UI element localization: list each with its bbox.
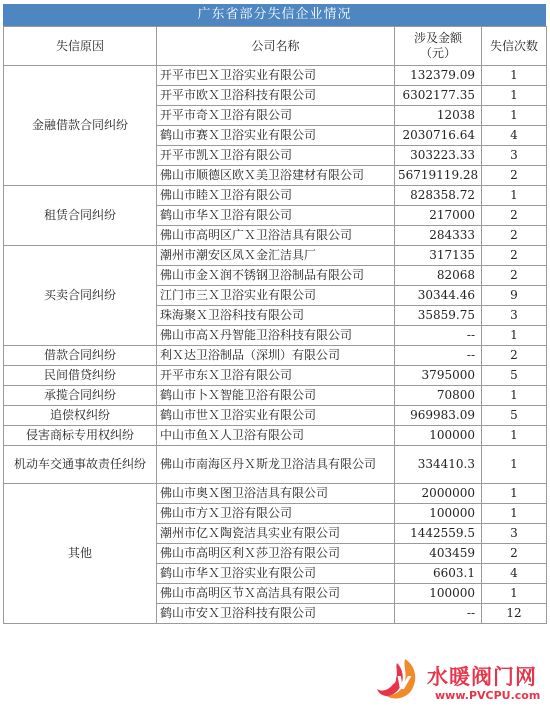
company-cell: 江门市三Ｘ卫浴实业有限公司 xyxy=(157,286,395,306)
table-body xyxy=(4,66,547,624)
count-cell: 2 xyxy=(482,346,547,366)
amount-cell: 1442559.5 xyxy=(395,524,482,544)
header-company: 公司名称 xyxy=(157,27,395,66)
header-amount: 涉及金额 （元） xyxy=(395,27,482,66)
header-reason: 失信原因 xyxy=(4,27,157,66)
watermark-url: www.PVCPU.com xyxy=(435,689,541,702)
company-cell: 佛山市奥Ｘ图卫浴洁具有限公司 xyxy=(157,484,395,504)
amount-cell: 70800 xyxy=(395,386,482,406)
count-cell: 2 xyxy=(482,226,547,246)
company-cell: 开平市欧Ｘ卫浴科技有限公司 xyxy=(157,86,395,106)
company-cell: 潮州市亿Ｘ陶瓷洁具实业有限公司 xyxy=(157,524,395,544)
count-cell: 2 xyxy=(482,206,547,226)
credit-table xyxy=(3,26,547,624)
reason-cell: 金融借款合同纠纷 xyxy=(4,66,157,186)
company-cell: 开平市奇Ｘ卫浴有限公司 xyxy=(157,106,395,126)
table-row xyxy=(4,246,547,266)
amount-cell: 35859.75 xyxy=(395,306,482,326)
amount-cell: 317135 xyxy=(395,246,482,266)
amount-cell: 284333 xyxy=(395,226,482,246)
reason-cell: 借款合同纠纷 xyxy=(4,346,157,366)
count-cell: 1 xyxy=(482,426,547,446)
table-row xyxy=(4,406,547,426)
count-cell: 4 xyxy=(482,126,547,146)
reason-cell: 租赁合同纠纷 xyxy=(4,186,157,246)
reason-cell: 侵害商标专用权纠纷 xyxy=(4,426,157,446)
table-row xyxy=(4,186,547,206)
count-cell: 3 xyxy=(482,306,547,326)
amount-cell: 82068 xyxy=(395,266,482,286)
table-title: 广东省部分失信企业情况 xyxy=(3,4,546,26)
amount-cell: 100000 xyxy=(395,584,482,604)
table-row xyxy=(4,426,547,446)
amount-cell: -- xyxy=(395,604,482,624)
table-row xyxy=(4,484,547,504)
count-cell: 1 xyxy=(482,186,547,206)
count-cell: 1 xyxy=(482,86,547,106)
count-cell: 1 xyxy=(482,106,547,126)
amount-cell: 30344.46 xyxy=(395,286,482,306)
amount-cell: 6302177.35 xyxy=(395,86,482,106)
amount-cell: 100000 xyxy=(395,426,482,446)
count-cell: 1 xyxy=(482,446,547,484)
company-cell: 佛山市金Ｘ润不锈钢卫浴制品有限公司 xyxy=(157,266,395,286)
company-cell: 中山市鱼Ｘ人卫浴有限公司 xyxy=(157,426,395,446)
amount-cell: -- xyxy=(395,326,482,346)
company-cell: 佛山市高Ｘ丹智能卫浴科技有限公司 xyxy=(157,326,395,346)
count-cell: 1 xyxy=(482,584,547,604)
count-cell: 5 xyxy=(482,366,547,386)
reason-cell: 其他 xyxy=(4,484,157,624)
company-cell: 鹤山市安Ｘ卫浴科技有限公司 xyxy=(157,604,395,624)
amount-cell: 403459 xyxy=(395,544,482,564)
company-cell: 鹤山市赛Ｘ卫浴实业有限公司 xyxy=(157,126,395,146)
svg-text:PV: PV xyxy=(383,673,411,694)
amount-cell: 217000 xyxy=(395,206,482,226)
count-cell: 1 xyxy=(482,326,547,346)
count-cell: 1 xyxy=(482,66,547,86)
amount-cell: 334410.3 xyxy=(395,446,482,484)
amount-cell: 12038 xyxy=(395,106,482,126)
count-cell: 12 xyxy=(482,604,547,624)
table-row xyxy=(4,346,547,366)
table-row xyxy=(4,366,547,386)
company-cell: 珠海聚Ｘ卫浴科技有限公司 xyxy=(157,306,395,326)
watermark xyxy=(375,655,550,711)
amount-cell: 969983.09 xyxy=(395,406,482,426)
pv-logo-icon xyxy=(375,655,421,705)
count-cell: 2 xyxy=(482,166,547,186)
count-cell: 2 xyxy=(482,544,547,564)
count-cell: 2 xyxy=(482,266,547,286)
watermark-name: 水暖阀门网 xyxy=(427,665,537,689)
company-cell: 开平市巴Ｘ卫浴实业有限公司 xyxy=(157,66,395,86)
company-cell: 佛山市高明区节Ｘ高洁具有限公司 xyxy=(157,584,395,604)
reason-cell: 民间借贷纠纷 xyxy=(4,366,157,386)
reason-cell: 买卖合同纠纷 xyxy=(4,246,157,346)
company-cell: 佛山市睦Ｘ卫浴有限公司 xyxy=(157,186,395,206)
table-row xyxy=(4,386,547,406)
company-cell: 佛山市高明区广Ｘ卫浴洁具有限公司 xyxy=(157,226,395,246)
count-cell: 1 xyxy=(482,484,547,504)
company-cell: 佛山市高明区利Ｘ莎卫浴有限公司 xyxy=(157,544,395,564)
reason-cell: 机动车交通事故责任纠纷 xyxy=(4,446,157,484)
amount-cell: 2000000 xyxy=(395,484,482,504)
count-cell: 1 xyxy=(482,504,547,524)
company-cell: 佛山市顺德区欧Ｘ美卫浴建材有限公司 xyxy=(157,166,395,186)
count-cell: 2 xyxy=(482,246,547,266)
count-cell: 9 xyxy=(482,286,547,306)
amount-cell: 828358.72 xyxy=(395,186,482,206)
header-row xyxy=(4,27,547,66)
company-cell: 利Ｘ达卫浴制品（深圳）有限公司 xyxy=(157,346,395,366)
amount-cell: 2030716.64 xyxy=(395,126,482,146)
count-cell: 1 xyxy=(482,386,547,406)
amount-cell: 3795000 xyxy=(395,366,482,386)
reason-cell: 追偿权纠纷 xyxy=(4,406,157,426)
company-cell: 潮州市潮安区凤Ｘ金汇洁具厂 xyxy=(157,246,395,266)
company-cell: 开平市凯Ｘ卫浴有限公司 xyxy=(157,146,395,166)
amount-cell: 303223.33 xyxy=(395,146,482,166)
company-cell: 鹤山市世Ｘ卫浴实业有限公司 xyxy=(157,406,395,426)
amount-cell: 100000 xyxy=(395,504,482,524)
count-cell: 5 xyxy=(482,406,547,426)
table-row xyxy=(4,66,547,86)
table-row xyxy=(4,446,547,484)
company-cell: 佛山市南海区丹Ｘ斯龙卫浴洁具有限公司 xyxy=(157,446,395,484)
company-cell: 鹤山市卜Ｘ智能卫浴有限公司 xyxy=(157,386,395,406)
header-count: 失信次数 xyxy=(482,27,547,66)
company-cell: 开平市东Ｘ卫浴有限公司 xyxy=(157,366,395,386)
count-cell: 4 xyxy=(482,564,547,584)
count-cell: 3 xyxy=(482,524,547,544)
amount-cell: -- xyxy=(395,346,482,366)
amount-cell: 56719119.28 xyxy=(395,166,482,186)
amount-cell: 132379.09 xyxy=(395,66,482,86)
company-cell: 佛山市方Ｘ卫浴有限公司 xyxy=(157,504,395,524)
reason-cell: 承揽合同纠纷 xyxy=(4,386,157,406)
amount-cell: 6603.1 xyxy=(395,564,482,584)
count-cell: 3 xyxy=(482,146,547,166)
company-cell: 鹤山市华Ｘ卫浴实业有限公司 xyxy=(157,564,395,584)
company-cell: 鹤山市华Ｘ卫浴有限公司 xyxy=(157,206,395,226)
